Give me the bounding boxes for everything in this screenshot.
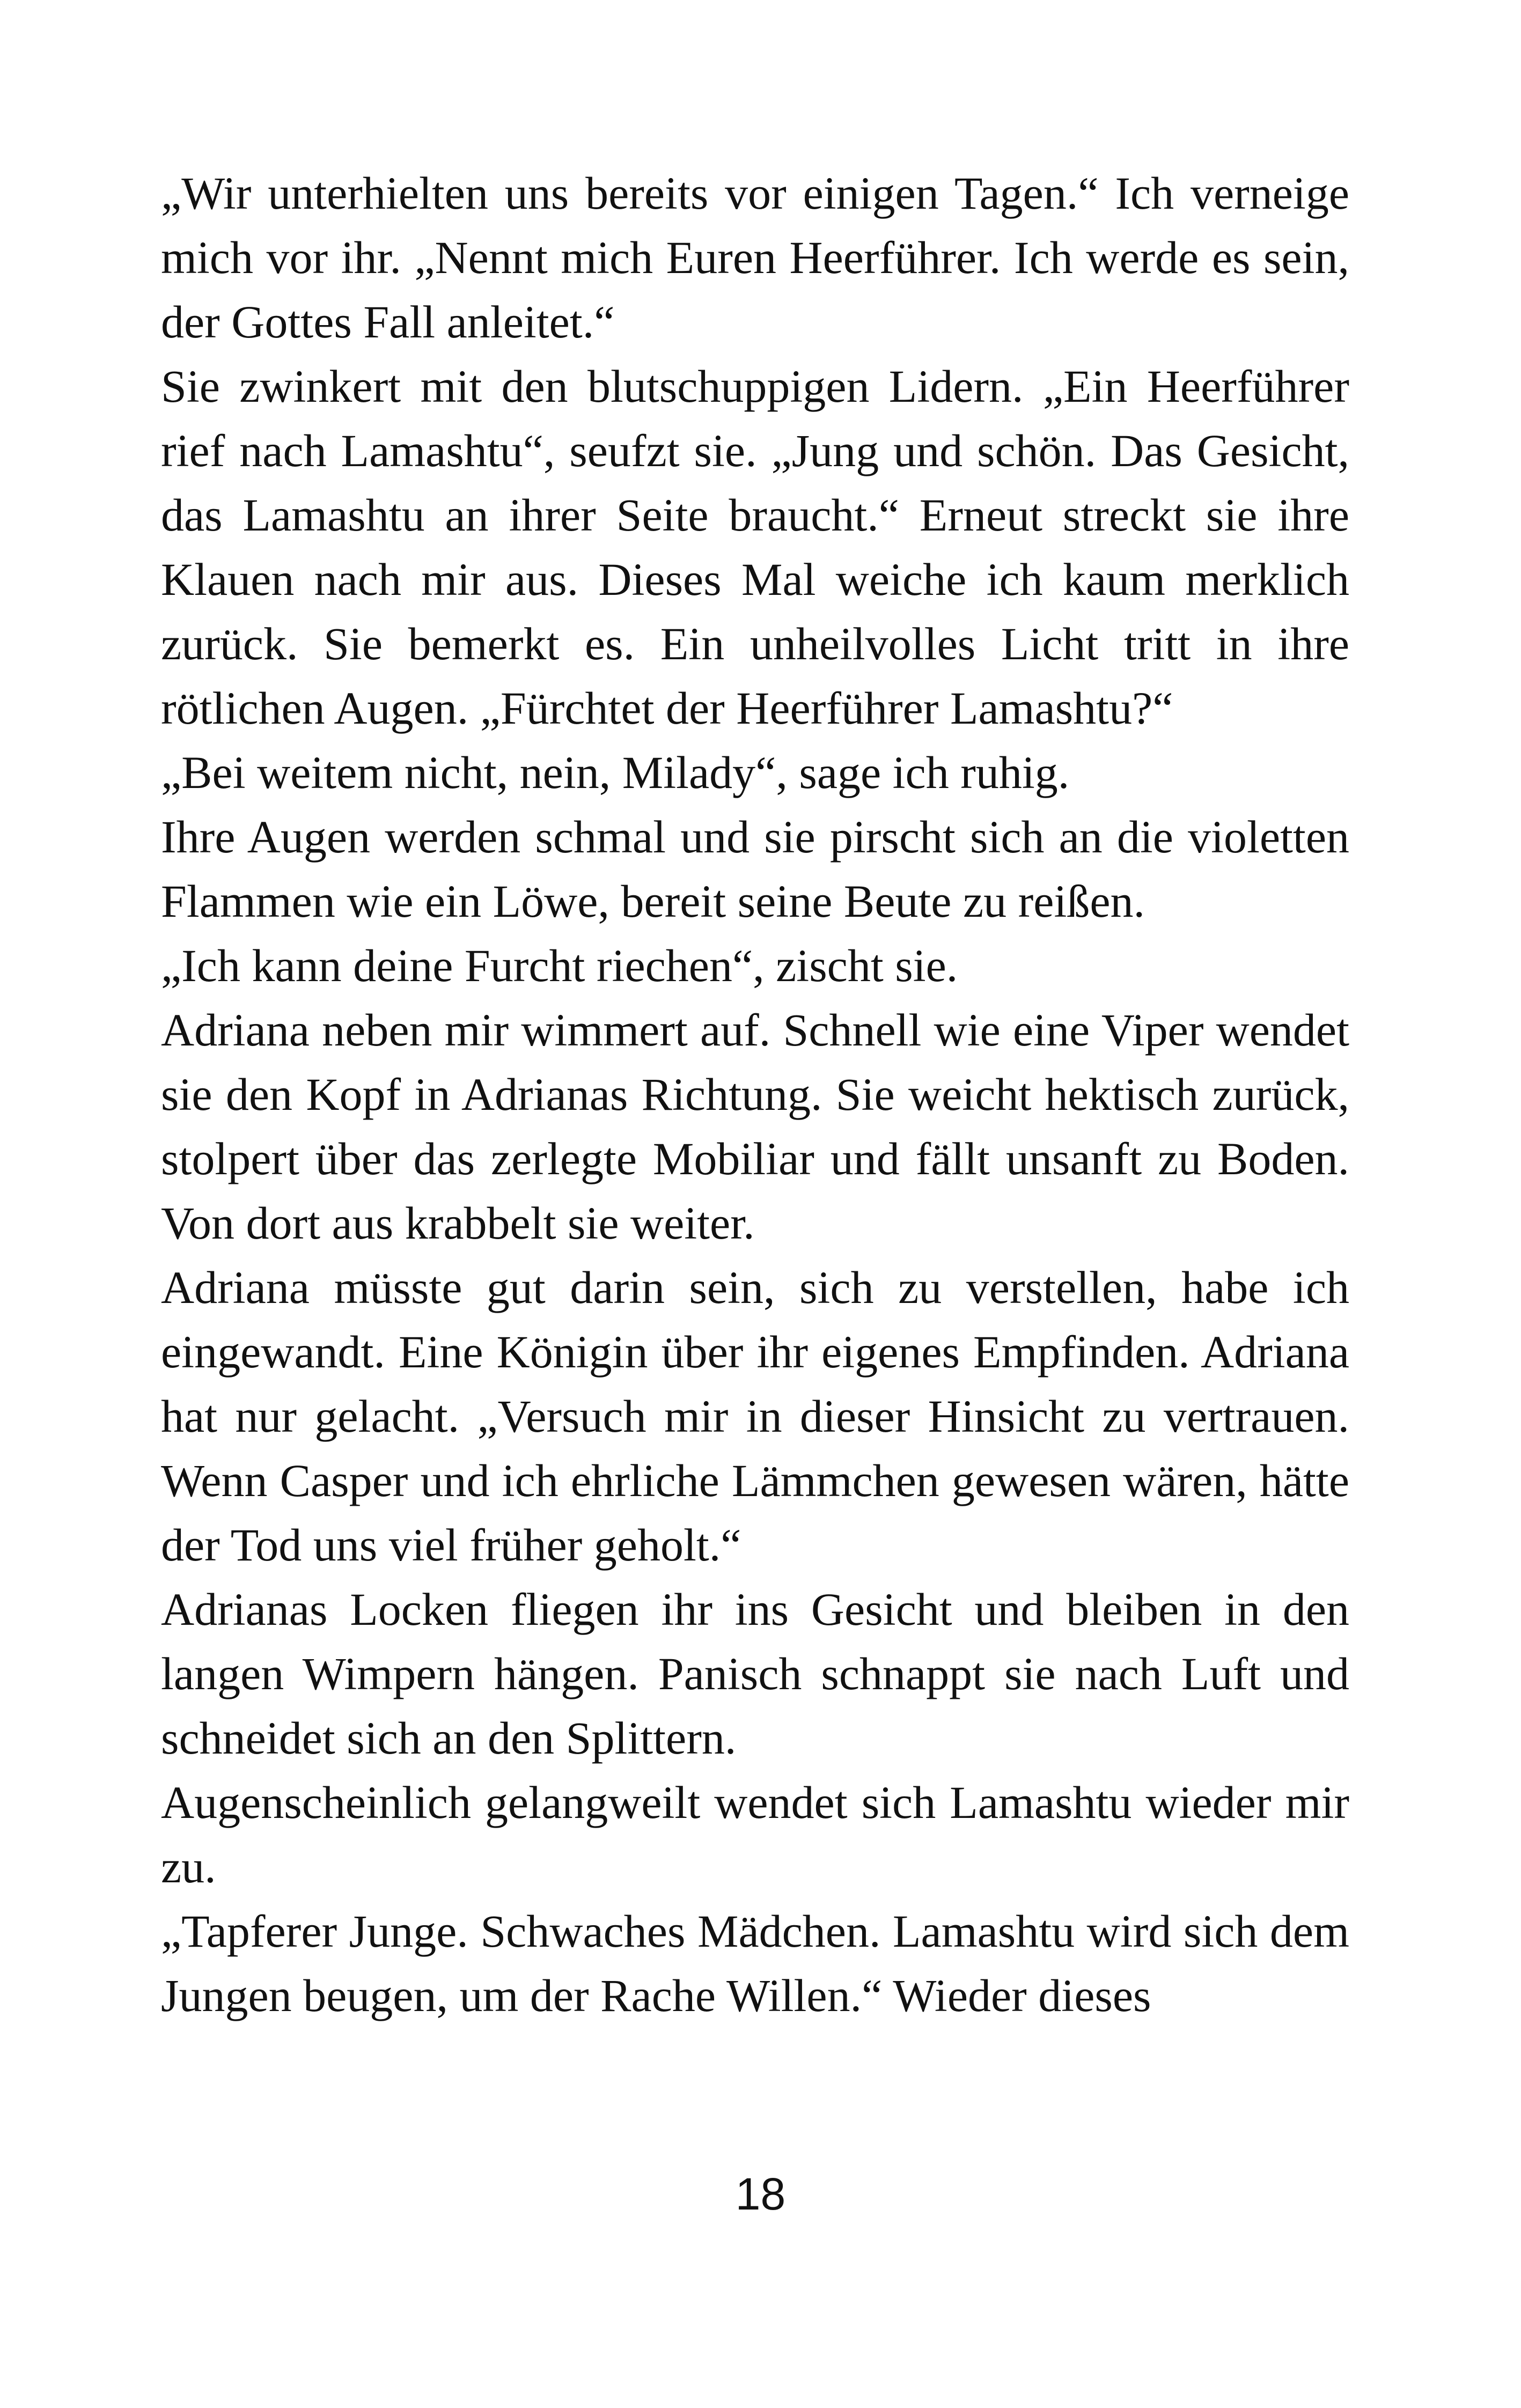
paragraph: Ihre Augen werden schmal und sie pirscht sich an die violetten Flammen wie ein Löwe, bereit seine Beute zu reißen. (161, 811, 1349, 927)
paragraph: Sie zwinkert mit den blutschuppigen Lidern. „Ein Heerführer rief nach Lamashtu“, seufzt sie. „Jung und schön. Das Gesicht, das Lamashtu an ihrer Seite braucht.“ Erneut streckt sie ihre Klauen nach mir aus. Dieses Mal weiche ich kaum merklich zurück. Sie bemerkt es. Ein unheilvolles Licht tritt in ihre rötlichen Augen. „Fürchtet der Heerführer Lamashtu?“ (161, 360, 1349, 734)
paragraph: „Tapferer Junge. Schwaches Mädchen. Lamashtu wird sich dem Jungen beugen, um der Rache Willen.“ Wieder dieses (161, 1905, 1349, 2021)
paragraph: Adriana neben mir wimmert auf. Schnell wie eine Viper wendet sie den Kopf in Adrianas Richtung. Sie weicht hektisch zurück, stolpert über das zerlegte Mobiliar und fällt unsanft zu Boden. Von dort aus krabbelt sie weiter. (161, 1004, 1349, 1249)
paragraph: Adriana müsste gut darin sein, sich zu verstellen, habe ich eingewandt. Eine Königin über ihr eigenes Empfinden. Adriana hat nur gelacht. „Versuch mir in dieser Hinsicht zu vertrauen. Wenn Casper und ich ehrliche Lämmchen gewesen wären, hätte der Tod uns viel früher geholt.“ (161, 1262, 1349, 1571)
paragraph: „Ich kann deine Furcht riechen“, zischt sie. (161, 940, 958, 991)
paragraph: „Bei weitem nicht, nein, Milady“, sage ich ruhig. (161, 747, 1070, 798)
page-number: 18 (735, 2169, 786, 2219)
paragraph: „Wir unterhielten uns bereits vor einigen Tagen.“ Ich verneige mich vor ihr. „Nennt mich Euren Heerführer. Ich werde es sein, der Gottes Fall anleitet.“ (161, 167, 1349, 348)
body-text (161, 161, 1349, 2028)
paragraph: Adrianas Locken fliegen ihr ins Gesicht und bleiben in den langen Wimpern hängen. Panisch schnappt sie nach Luft und schneidet sich an den Splittern. (161, 1584, 1349, 1764)
paragraph: Augenscheinlich gelangweilt wendet sich Lamashtu wieder mir zu. (161, 1777, 1349, 1892)
